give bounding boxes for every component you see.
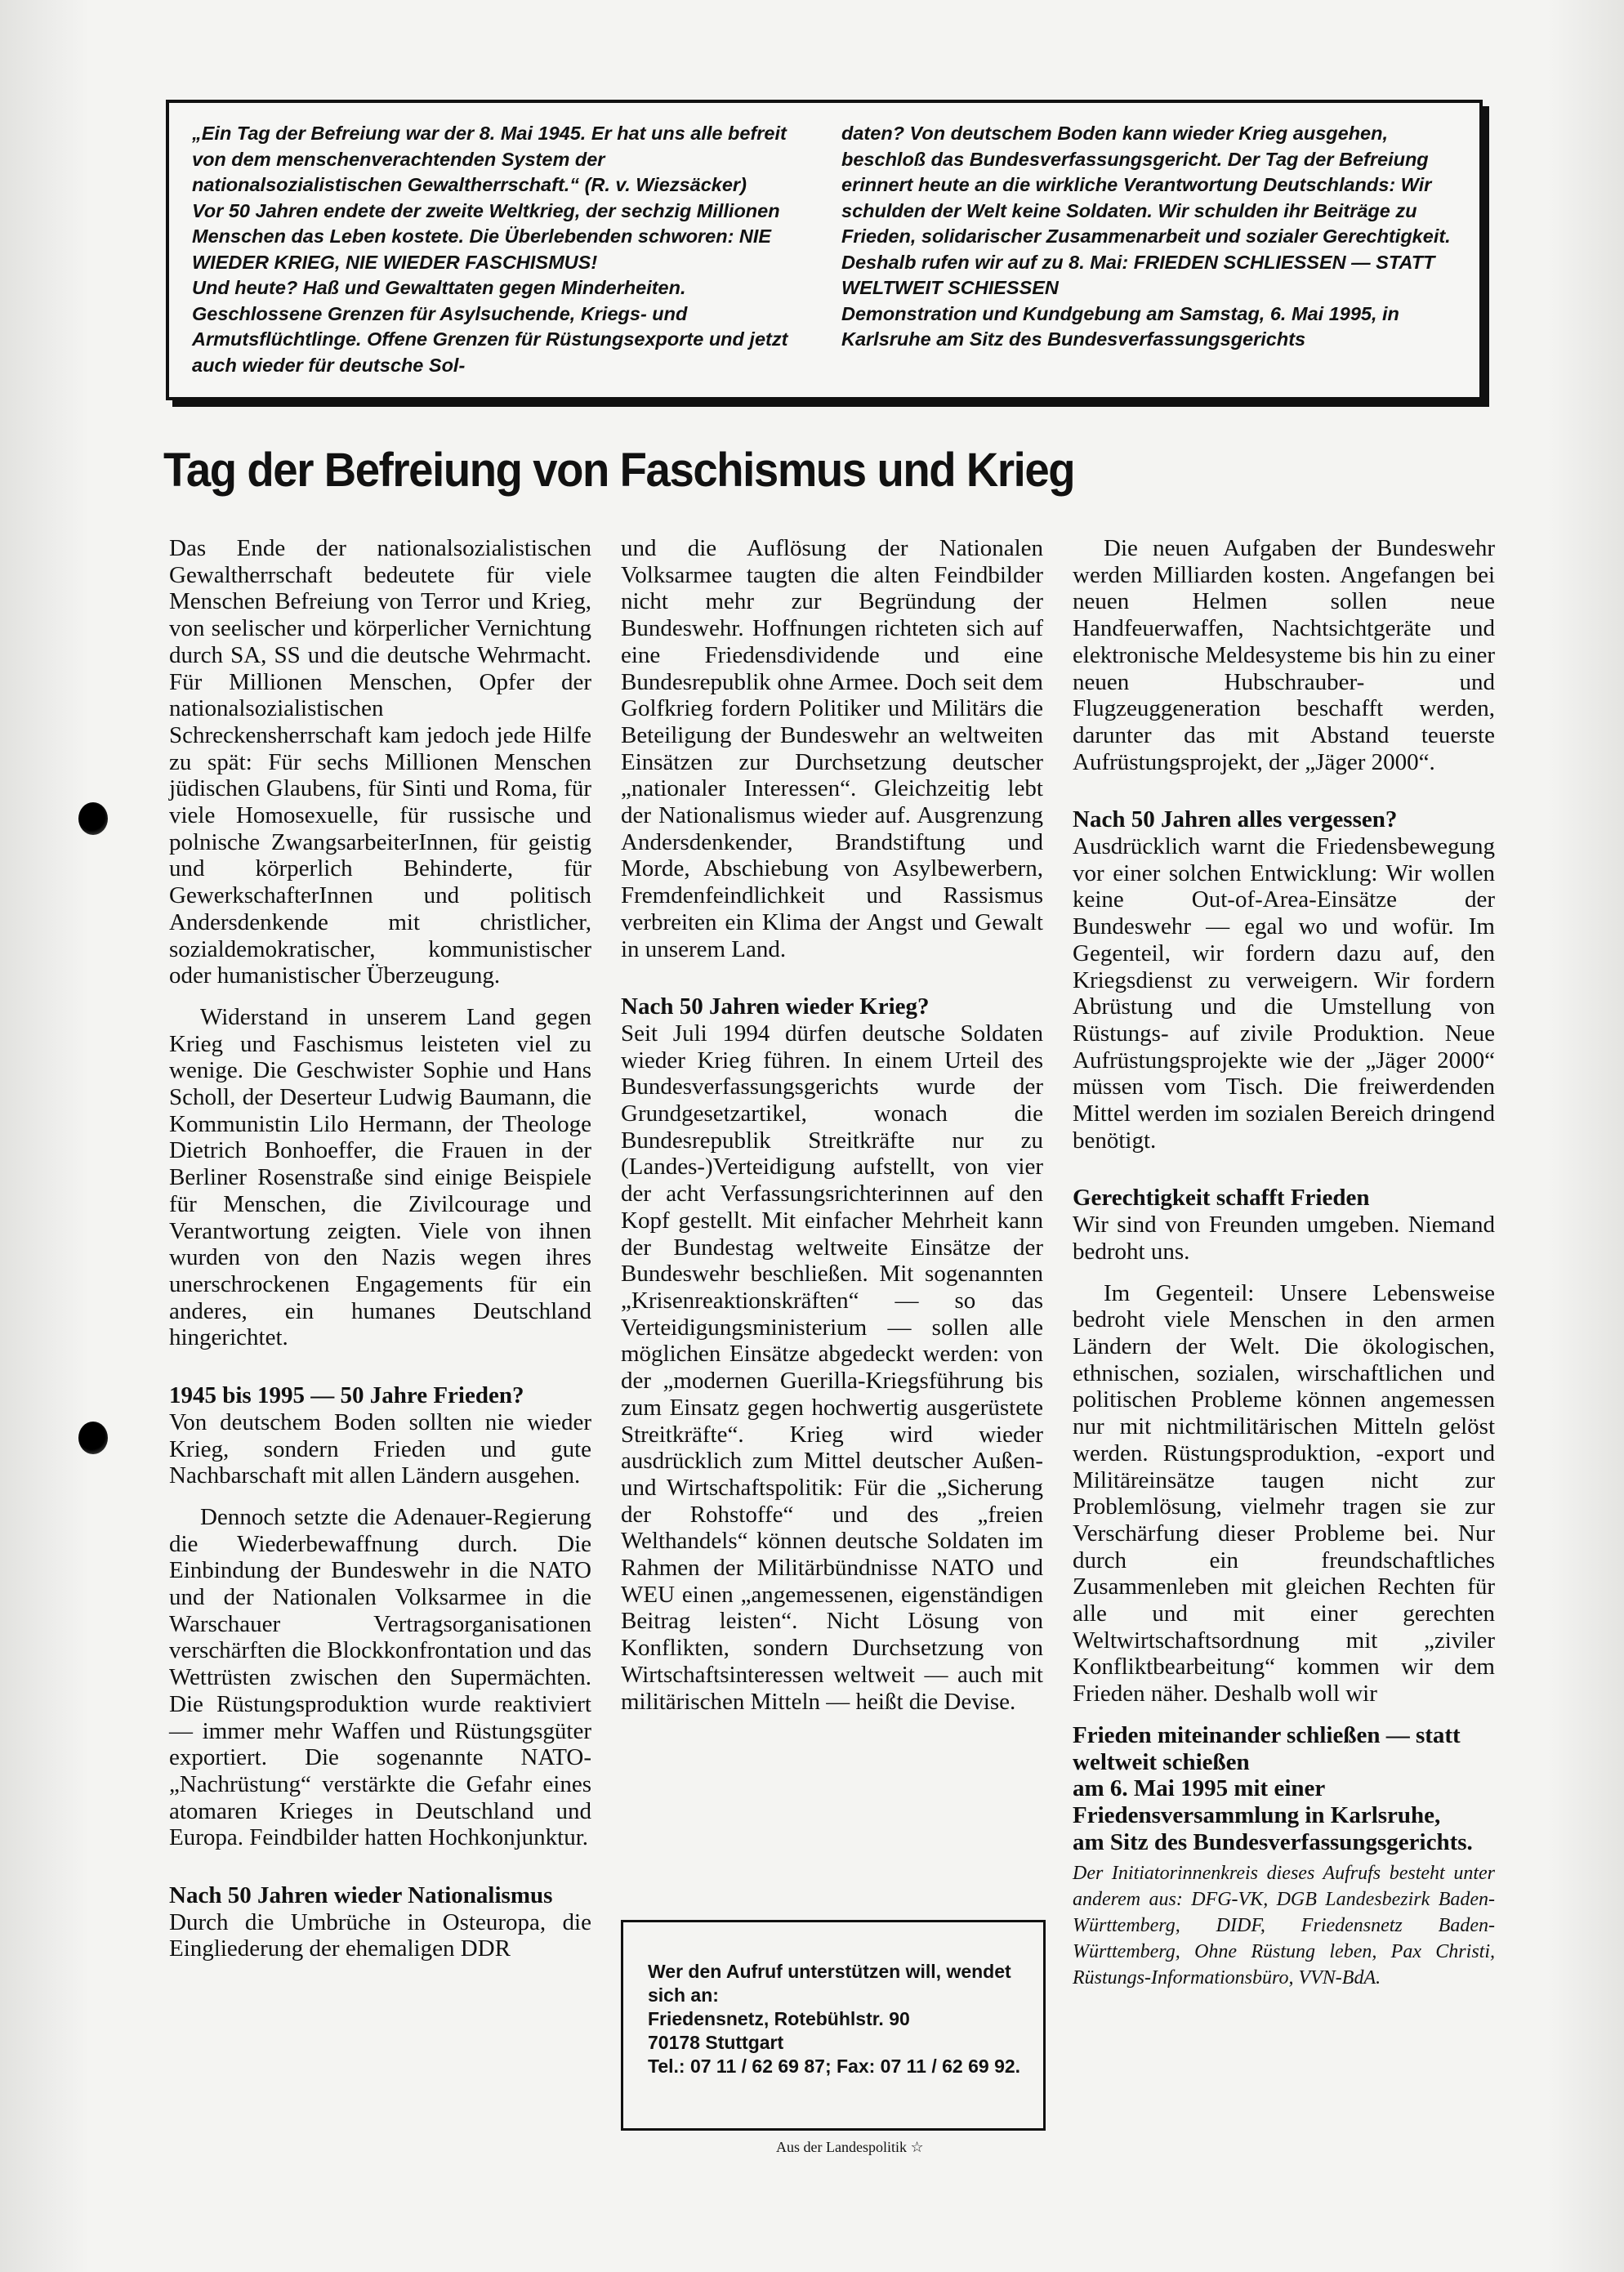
appeal-box [166,100,1483,400]
paragraph: Durch die Umbrüche in Osteuropa, die Eingliederung der ehemaligen DDR [169,1908,591,1962]
punch-hole-top [78,802,108,835]
contact-city: 70178 Stuttgart [648,2032,784,2053]
subheading: Nach 50 Jahren wieder Nationalismus [169,1882,553,1909]
paragraph: Widerstand in unserem Land gegen Krieg und Faschismus leisteten viel zu wenige. Die Geschwister Sophie und Hans Scholl, der Deserteur Ludwig Baumann, die Kommunistin Lilo Hermann, der Theologe Dietrich Bonhoeffer, die Frauen in der Berliner Rosenstraße sind einige Beispiele für Menschen, die Zivilcourage und Verantwortung zeigten. Viele von ihnen wurden von den Nazis wegen ihres unerschrockenen Engagements für ein anderes, ein humanes Deutschland hingerichtet. [169,1003,591,1351]
subheading: Nach 50 Jahren wieder Krieg? [621,993,930,1020]
article-column-3 [1073,535,1495,2006]
paragraph: Dennoch setzte die Adenauer-Regierung die Wiederbewaffnung durch. Die Einbindung der Bundeswehr in die NATO und der Nationalen Volksarmee in die Warschauer Vertragsorganisationen verschärften die Blockkonfrontation und das Wettrüsten zwischen den Supermächten. Die Rüstungsproduktion wurde reaktiviert — immer mehr Waffen und Rüstungsgüter exportiert. Die sogenannte NATO-„Nachrüstung“ verstärkte die Gefahr eines atomaren Krieges in Deutschland und Europa. Feindbilder hatten Hochkonjunktur. [169,1503,592,1851]
initiators-note: Der Initiatorinnenkreis dieses Aufrufs besteht unter anderem aus: DFG-VK, DGB Landesbezirk Baden-Württemberg, DIDF, Friedensnetz Baden-Württemberg, Ohne Rüstung leben, Pax Christi, Rüstungs-Informationsbüro, VVN-BdA. [1073,1863,1495,1989]
paragraph: Seit Juli 1994 dürfen deutsche Soldaten wieder Krieg führen. In einem Urteil des Bundesverfassungsgerichts wurde der Grundgesetzartikel, wonach die Bundesrepublik Streitkräfte nur zu (Landes-)Verteidigung aufstellt, von vier der acht Verfassungsrichterinnen auf den Kopf gestellt. Mit einfacher Mehrheit kann der Bundestag weltweite Einsätze der Bundeswehr beschließen. Mit sogenannten „Krisenreaktionskräften“ — so das Verteidigungsministerium — sollen alle möglichen Einsätze abgedeckt werden: von der „modernen Guerilla-Kriegsführung bis zum Einsatz gegen hochwertig ausgerüstete Streitkräfte“. Krieg wird wieder ausdrücklich zum Mittel deutscher Außen- und Wirtschaftspolitik: Für die „Sicherung der Rohstoffe“ und des „freien Welthandels“ können deutsche Soldaten im Rahmen der Militärbündnisse NATO und WEU einen „angemessenen, eigenständigen Beitrag leisten“. Nicht Lösung von Konflikten, sondern Durchsetzung von Wirtschaftsinteressen weltweit — auch mit militärischen Mitteln — heißt die Devise. [621,1020,1043,1715]
paragraph: Wir sind von Freunden umgeben. Niemand bedroht uns. [1073,1212,1495,1265]
paragraph: Die neuen Aufgaben der Bundeswehr werden Milliarden kosten. Angefangen bei neuen Helmen sollen neue Handfeuerwaffen, Nachtsichtgeräte und elektronische Meldesysteme bis hin zu einer neuen Hubschrauber- und Flugzeuggeneration beschafft werden, darunter das mit Abstand teuerste Aufrüstungsprojekt, der „Jäger 2000“. [1073,535,1495,775]
star-icon: ☆ [910,2139,924,2155]
headline: Tag der Befreiung von Faschismus und Krieg [163,444,1075,497]
footer-section-label: Aus der Landespolitik [776,2139,907,2155]
appeal-call: Deshalb rufen wir auf zu 8. Mai: FRIEDEN SCHLIESSEN — STATT WELTWEIT SCHIESSEN [841,251,1435,298]
call-to-action: am Sitz des Bundesverfassungsgerichts. [1073,1828,1473,1855]
subheading: Nach 50 Jahren alles vergessen? [1073,806,1398,833]
call-to-action: Frieden miteinander schließen — statt weltweit schießen [1073,1721,1461,1775]
appeal-left-column [192,121,814,397]
scan-edge-right [1546,0,1624,2272]
contact-intro: Wer den Aufruf unterstützen will, wendet sich an: [648,1961,1011,2006]
contact-box [621,1920,1046,2131]
call-to-action: am 6. Mai 1995 mit einer Friedensversammlung in Karlsruhe, [1073,1775,1441,1828]
paragraph: Von deutschem Boden sollten nie wieder Krieg, sondern Frieden und gute Nachbarschaft mit allen Ländern ausgehen. [169,1408,591,1489]
paragraph: Im Gegenteil: Unsere Lebensweise bedroht viele Menschen in den armen Ländern der Welt. Die ökologischen, ethnischen, sozialen, wirschaftlichen und politischen Probleme können angemessen nur mit nichtmilitärischen Mitteln gelöst werden. Rüstungsproduktion, -export und Militäreinsätze taugen nicht zur Problemlösung, vielmehr tragen sie zur Verschärfung dieser Probleme bei. Nur durch ein freundschaftliches Zusammenleben mit gleichen Rechten für alle und mit einer gerechten Weltwirtschaftsordnung mit „ziviler Konfliktbearbeitung“ kommen wir dem Frieden näher. Deshalb woll wir [1073,1279,1495,1707]
paragraph: Ausdrücklich warnt die Friedensbewegung vor einer solchen Entwicklung: Wir wollen keine Out-of-Area-Einsätze der Bundeswehr — egal wo und wofür. Im Gegenteil, wir fordern dazu auf, den Kriegsdienst zu verweigern. Wir fordern Abrüstung und die Umstellung von Rüstungs- auf zivile Produktion. Neue Aufrüstungsprojekte wie der „Jäger 2000“ müssen vom Tisch. Die freiwerdenden Mittel werden im sozialen Bereich dringend benötigt. [1073,833,1495,1154]
appeal-right-column [841,121,1463,397]
article-column-1 [169,535,591,1977]
appeal-quote: „Ein Tag der Befreiung war der 8. Mai 1945. Er hat uns alle befreit von dem menschenverachtenden System der nationalsozialistischen Gewaltherrschaft.“ (R. v. Wiezsäcker) [192,123,787,195]
subheading: Gerechtigkeit schafft Frieden [1073,1185,1370,1212]
punch-hole-bottom [78,1422,108,1454]
paragraph: Das Ende der nationalsozialistischen Gewaltherrschaft bedeutete für viele Menschen Befreiung von Terror und Krieg, von seelischer und körperlicher Vernichtung durch SA, SS und die deutsche Wehrmacht. Für Millionen Menschen, Opfer der nationalsozialistischen Schreckensherrschaft kam jedoch jede Hilfe zu spät: Für sechs Millionen Menschen jüdischen Glaubens, für Sinti und Roma, für viele Homosexuelle, für russische und polnische ZwangsarbeiterInnen, für geistig und körperlich Behinderte, für GewerkschafterInnen und politisch Andersdenkende mit christlicher, sozialdemokratischer, kommunistischer oder humanistischer Überzeugung. [169,535,591,989]
appeal-history: Vor 50 Jahren endete der zweite Weltkrieg, der sechzig Millionen Menschen das Leben kostete. Die Überlebenden schworen: NIE WIEDER KRIEG, NIE WIEDER FASCHISMUS! [192,199,780,273]
paragraph: und die Auflösung der Nationalen Volksarmee taugten die alten Feindbilder nicht mehr zur Begründung der Bundeswehr. Hoffnungen richteten sich auf eine Friedensdividende und eine Bundesrepublik ohne Armee. Doch seit dem Golfkrieg fordern Politiker und Militärs die Beteiligung der Bundeswehr an weltweiten Einsätzen zur Durchsetzung deutscher „nationaler Interessen“. Gleichzeitig lebt der Nationalismus wieder auf. Ausgrenzung Andersdenkender, Brandstiftung und Morde, Abschiebung von Asylbewerbern, Fremdenfeindlichkeit und Rassismus verbreiten ein Klima der Angst und Gewalt in unserem Land. [621,535,1043,962]
article-column-2 [621,535,1043,1730]
appeal-event: Demonstration und Kundgebung am Samstag, 6. Mai 1995, in Karlsruhe am Sitz des Bundesverfassungsgerichts [841,302,1399,350]
contact-phone-fax: Tel.: 07 11 / 62 69 87; Fax: 07 11 / 62 69 92. [648,2056,1021,2077]
appeal-continuation: daten? Von deutschem Boden kann wieder Krieg ausgehen, beschloß das Bundesverfassungsgericht. Der Tag der Befreiung erinnert heute an die wirkliche Verantwortung Deutschlands: Wir schulden der Welt keine Soldaten. Wir schulden ihr Beiträge zu Frieden, solidarischer Zusammenarbeit und sozialer Gerechtigkeit. [841,123,1451,247]
scan-edge-left [0,0,90,2272]
subheading: 1945 bis 1995 — 50 Jahre Frieden? [169,1382,524,1409]
appeal-today: Und heute? Haß und Gewalttaten gegen Minderheiten. Geschlossene Grenzen für Asylsuchende, Kriegs- und Armutsflüchtlinge. Offene Grenzen für Rüstungsexporte und jetzt auch wieder für deutsche Sol- [192,277,788,376]
page-footer [776,2138,1103,2156]
contact-organisation: Friedensnetz, Rotebühlstr. 90 [648,2008,910,2029]
